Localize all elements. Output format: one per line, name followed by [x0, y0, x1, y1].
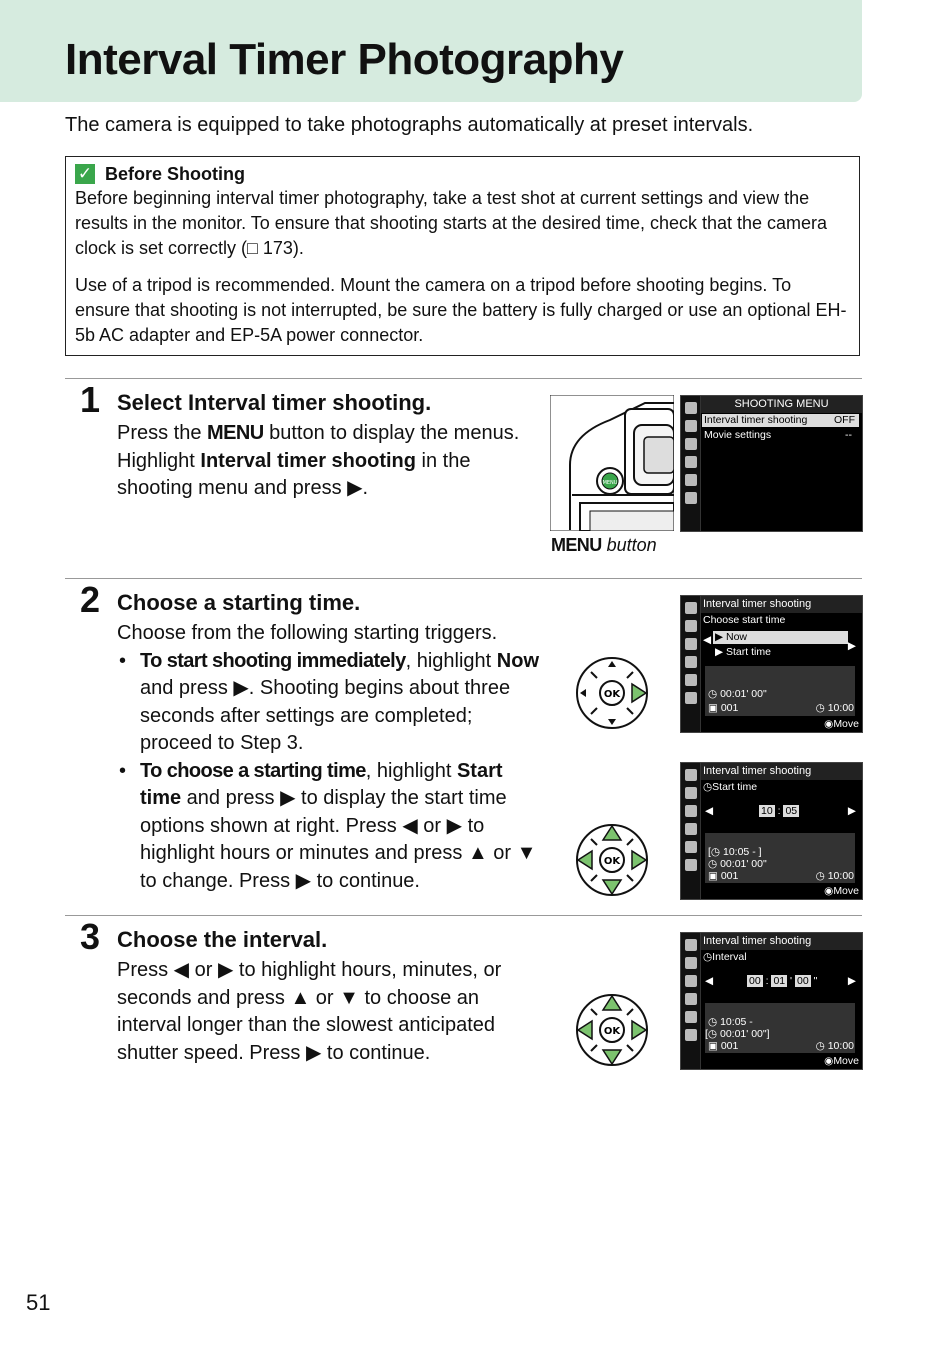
body-bold: Interval timer shooting [200, 449, 416, 472]
step-number: 3 [80, 916, 101, 957]
right-arrow-icon: ▶ [847, 640, 856, 652]
shots-value: ▣ 001 [708, 702, 739, 714]
lcd-header: Interval timer shooting [701, 933, 862, 950]
shots-value: ▣ 001 [708, 870, 739, 882]
note-heading-text: Before Shooting [105, 163, 245, 184]
start-value: ◷ 10:05 - [708, 1016, 753, 1028]
start-text: 10:05 - [720, 1016, 753, 1028]
move-text: Move [833, 885, 859, 897]
bullet-text: and press ▶. Shooting begins about three seconds after settings are completed; proceed to Step 3. [140, 677, 511, 754]
interval-value: [◷ 00:01' 00"] [705, 1028, 770, 1040]
left-arrow-icon: ◀ [705, 805, 714, 817]
interval-value: ◷ 00:01' 00" [708, 858, 767, 870]
check-icon: ✓ [75, 164, 95, 184]
caption-text: button [601, 535, 657, 555]
svg-text:MENU: MENU [602, 480, 618, 486]
menu-tab-strip [681, 933, 701, 1069]
lcd-header: SHOOTING MENU [701, 396, 862, 413]
interval-text: 00:01' 00"] [720, 1028, 770, 1040]
menu-item-interval-timer [702, 414, 859, 427]
step-title-bold: Interval timer shooting. [187, 390, 432, 415]
lcd-shooting-menu [680, 395, 863, 532]
lcd-subheading: ◷Start time [703, 781, 758, 793]
start-value: [◷ 10:05 - ] [708, 846, 762, 858]
bullet-lead: To start shooting immediately [140, 649, 406, 672]
interval-value: ◷ 00:01' 00" [708, 688, 767, 700]
menu-item-label: Interval timer shooting [704, 414, 808, 426]
clock-value: ◷ 10:00 [815, 870, 854, 882]
bullet-bold: Start time [140, 759, 503, 809]
move-hint: ◉Move [824, 885, 859, 897]
hours-field: 00 [749, 975, 761, 987]
ok-label: OK [603, 856, 621, 867]
step-title: Choose a starting time. [117, 590, 361, 615]
shots-text: 001 [720, 702, 739, 714]
option-label: Start time [726, 646, 771, 658]
lcd-subheading: ◷Interval [703, 951, 747, 963]
menu-item-movie-settings [704, 429, 856, 441]
seconds-field: 00 [796, 975, 809, 987]
left-arrow-icon: ◀ [705, 975, 714, 987]
shots-value: ▣ 001 [708, 1040, 739, 1052]
time-fields: 10 : 05 [761, 805, 798, 817]
option-start-time: ▶ Start time [715, 646, 771, 658]
lcd-interval [680, 932, 863, 1070]
ok-label: OK [603, 1026, 621, 1037]
right-arrow-icon: ▶ [847, 975, 856, 987]
shots-text: 001 [720, 1040, 739, 1052]
menu-tab-strip [681, 763, 701, 899]
step-divider [65, 578, 862, 579]
step-number: 2 [80, 579, 101, 620]
move-text: Move [833, 718, 859, 730]
menu-item-value: OFF [834, 414, 855, 426]
step-body [117, 620, 542, 895]
move-text: Move [833, 1055, 859, 1067]
multi-selector-right-icon [575, 656, 649, 730]
step-body [117, 420, 542, 503]
shots-text: 001 [720, 870, 739, 882]
left-arrow-icon: ◀ [703, 634, 712, 646]
menu-button-label: MENU [551, 535, 602, 555]
lcd-start-time [680, 762, 863, 900]
clock-value: ◷ 10:00 [815, 702, 854, 714]
menu-tab-strip [681, 396, 701, 531]
interval-text: 00:01' 00" [720, 688, 767, 700]
step-body: Press ◀ or ▶ to highlight hours, minutes, or seconds and press ▲ or ▼ to choose an interval longer than the slowest anticipated shutter speed. Press ▶ to continue. [117, 959, 502, 1064]
bullet-dot: • [119, 759, 127, 782]
menu-button-label: MENU [207, 422, 264, 444]
page-title: Interval Timer Photography [65, 35, 624, 84]
step-title: Choose the interval. [117, 927, 328, 952]
lcd-choose-start-time [680, 595, 863, 733]
note-paragraph-1: Before beginning interval timer photography, take a test shot at current settings and view the results in the monitor. To ensure that shooting starts at the desired time, check that the camera clock is set correctly (□ 173). [75, 188, 828, 258]
bullet-dot: • [119, 649, 127, 672]
multi-selector-all-icon [575, 823, 649, 897]
step-number: 1 [80, 379, 101, 420]
bullet-lead: To choose a starting time [140, 759, 366, 782]
note-heading [75, 162, 850, 186]
move-hint: ◉Move [824, 718, 859, 730]
minutes-field: 01 [773, 975, 786, 987]
right-arrow-icon: ▶ [847, 805, 856, 817]
before-shooting-note [65, 156, 860, 356]
step-divider [65, 915, 862, 916]
minutes-field: 05 [785, 805, 798, 817]
menu-item-value: -- [845, 429, 852, 441]
bullet-item [117, 648, 542, 758]
step-title-plain: Select [117, 390, 188, 415]
bullet-text: , highlight [405, 649, 497, 672]
body-text: in the shooting menu and press ▶. [117, 449, 471, 499]
start-text: 10:05 - ] [723, 846, 762, 858]
body-text: button to display the menus. Highlight [117, 422, 520, 472]
lcd-header: Interval timer shooting [701, 596, 862, 613]
intro-text: The camera is equipped to take photographs automatically at preset intervals. [65, 114, 754, 136]
subheading-text: Interval [712, 951, 747, 963]
interval-fields: 00 : 01 ' 00 " [749, 975, 818, 987]
clock-value: ◷ 10:00 [815, 1040, 854, 1052]
bullet-bold: Now [496, 649, 539, 672]
ok-label: OK [603, 689, 621, 700]
option-now: ▶ Now [713, 631, 848, 644]
subheading-text: Start time [712, 781, 758, 793]
bullet-item [117, 758, 542, 896]
menu-tab-strip [681, 596, 701, 732]
clock-text: 10:00 [827, 870, 854, 882]
note-paragraph-2: Use of a tripod is recommended. Mount the camera on a tripod before shooting begins. To ensure that shooting is not interrupted, be sure the battery is fully charged or use an optional EH-5b AC adapter and EP-5A power connector. [75, 275, 847, 345]
step-title [117, 390, 431, 416]
step-divider [65, 378, 862, 379]
menu-item-label: Movie settings [704, 429, 772, 441]
lcd-subheading: Choose start time [703, 614, 786, 626]
option-label: Now [726, 631, 748, 643]
menu-button-caption [551, 535, 657, 556]
page-number: 51 [26, 1290, 51, 1315]
clock-text: 10:00 [827, 1040, 854, 1052]
move-hint: ◉Move [824, 1055, 859, 1067]
interval-text: 00:01' 00" [720, 858, 767, 870]
clock-text: 10:00 [827, 702, 854, 714]
body-text: Press the [117, 422, 208, 444]
bullet-text: and press ▶ to display the start time options shown at right. Press ◀ or ▶ to highlight hours or minutes and press ▲ or ▼ to change. Press ▶ to continue. [140, 787, 537, 892]
lcd-header: Interval timer shooting [701, 763, 862, 780]
multi-selector-all-icon [575, 993, 649, 1067]
hours-field: 10 [761, 805, 773, 817]
bullet-text: , highlight [365, 759, 457, 782]
camera-back-illustration [550, 395, 674, 531]
step-intro: Choose from the following starting triggers. [117, 622, 498, 644]
